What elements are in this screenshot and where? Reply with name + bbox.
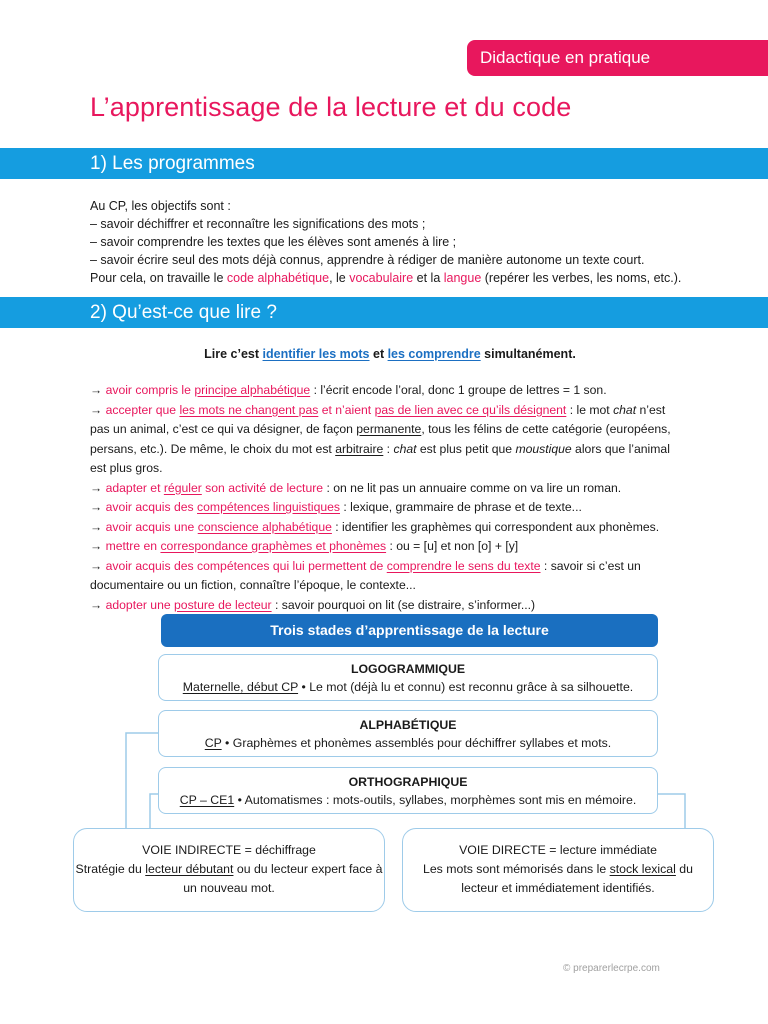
stage-box-logogrammique [158, 654, 658, 701]
bullet-item: → accepter que les mots ne changent pas et n’aient pas de lien avec ce qu’ils désignent : le mot chat n’est pas un animal, c’est ce qui va désigner, de façon permanente, tous les félins de cette catégorie (européens, persans, etc.). De même, le choix du mot est arbitraire : chat est plus petit que moustique alors que l’animal est plus gros. [90, 402, 671, 475]
stage-box-orthographique [158, 767, 658, 814]
bullet-item: → mettre en correspondance graphèmes et phonèmes : ou = [u] et non [o] + [y] [90, 539, 519, 553]
page-title: L’apprentissage de la lecture et du code [90, 92, 572, 122]
programmes-intro: Au CP, les objectifs sont : [90, 199, 231, 213]
objective-item: – savoir écrire seul des mots déjà connus, apprendre à rédiger de manière autonome un texte court. [90, 253, 645, 267]
stage-description: CP • Graphèmes et phonèmes assemblés pour déchiffrer syllabes et mots. [204, 736, 612, 750]
section-heading-lire: 2) Qu’est-ce que lire ? [0, 297, 768, 328]
keyword: code alphabétique [226, 271, 330, 285]
bullet-item: → avoir acquis des compétences linguistiques : lexique, grammaire de phrase et de texte... [90, 500, 582, 514]
voie-description: Les mots sont mémorisés dans le stock lexical du lecteur et immédiatement identifiés. [423, 862, 693, 895]
arrow-icon: → [90, 519, 103, 534]
arrow-icon: → [90, 500, 103, 514]
programmes-conclusion: Pour cela, on travaille le code alphabétique, le vocabulaire et la langue (repérer les verbes, les noms, etc.). [90, 271, 682, 285]
category-tag: Didactique en pratique [467, 40, 768, 76]
keyword: vocabulaire [349, 271, 414, 285]
arrow-icon: → [90, 597, 103, 612]
connector-line [658, 794, 685, 828]
voie-directe-box [402, 828, 714, 912]
stage-name: ORTHOGRAPHIQUE [348, 775, 468, 789]
stage-box-alphabetique [158, 710, 658, 757]
stages-header: Trois stades d’apprentissage de la lecture [161, 614, 658, 647]
stage-name: LOGOGRAMMIQUE [350, 662, 466, 676]
connector-line [150, 794, 158, 828]
keyword: langue [443, 271, 482, 285]
bullet-item: → avoir acquis une conscience alphabétique : identifier les graphèmes qui correspondent aux phonèmes. [90, 519, 660, 534]
arrow-icon: → [90, 539, 103, 553]
lire-definition: Lire c’est identifier les mots et les comprendre simultanément. [204, 347, 576, 361]
bullet-item: → adapter et réguler son activité de lecture : on ne lit pas un annuaire comme on va lire un roman. [90, 480, 622, 495]
arrow-icon: → [90, 383, 103, 397]
objective-item: – savoir comprendre les textes que les élèves sont amenés à lire ; [90, 235, 457, 249]
bullet-item: → avoir compris le principe alphabétique : l’écrit encode l’oral, donc 1 groupe de lettres = 1 son. [90, 383, 607, 397]
section-heading-programmes: 1) Les programmes [0, 148, 768, 179]
keyword-link: les comprendre [387, 347, 481, 361]
connector-line [126, 733, 158, 828]
objective-item: – savoir déchiffrer et reconnaître les significations des mots ; [90, 217, 426, 231]
arrow-icon: → [90, 558, 103, 573]
arrow-icon: → [90, 480, 103, 495]
footer-copyright: © preparerlecrpe.com [563, 963, 660, 974]
voie-indirecte-box [73, 828, 385, 912]
stage-description: CP – CE1 • Automatismes : mots-outils, syllabes, morphèmes sont mis en mémoire. [179, 793, 637, 807]
voie-title: VOIE DIRECTE = lecture immédiate [459, 843, 657, 857]
bullet-item: → adopter une posture de lecteur : savoir pourquoi on lit (se distraire, s’informer...) [90, 597, 536, 612]
voie-description: Stratégie du lecteur débutant ou du lecteur expert face à un nouveau mot. [75, 862, 383, 895]
bullet-item: → avoir acquis des compétences qui lui permettent de comprendre le sens du texte : savoir si c’est un documentaire ou un fiction, connaître l’époque, le contexte... [90, 558, 641, 592]
keyword-link: identifier les mots [262, 347, 370, 361]
stage-name: ALPHABÉTIQUE [359, 718, 457, 732]
stage-description: Maternelle, début CP • Le mot (déjà lu et connu) est reconnu grâce à sa silhouette. [182, 680, 634, 694]
voie-title: VOIE INDIRECTE = déchiffrage [142, 843, 316, 857]
arrow-icon: → [90, 402, 103, 417]
